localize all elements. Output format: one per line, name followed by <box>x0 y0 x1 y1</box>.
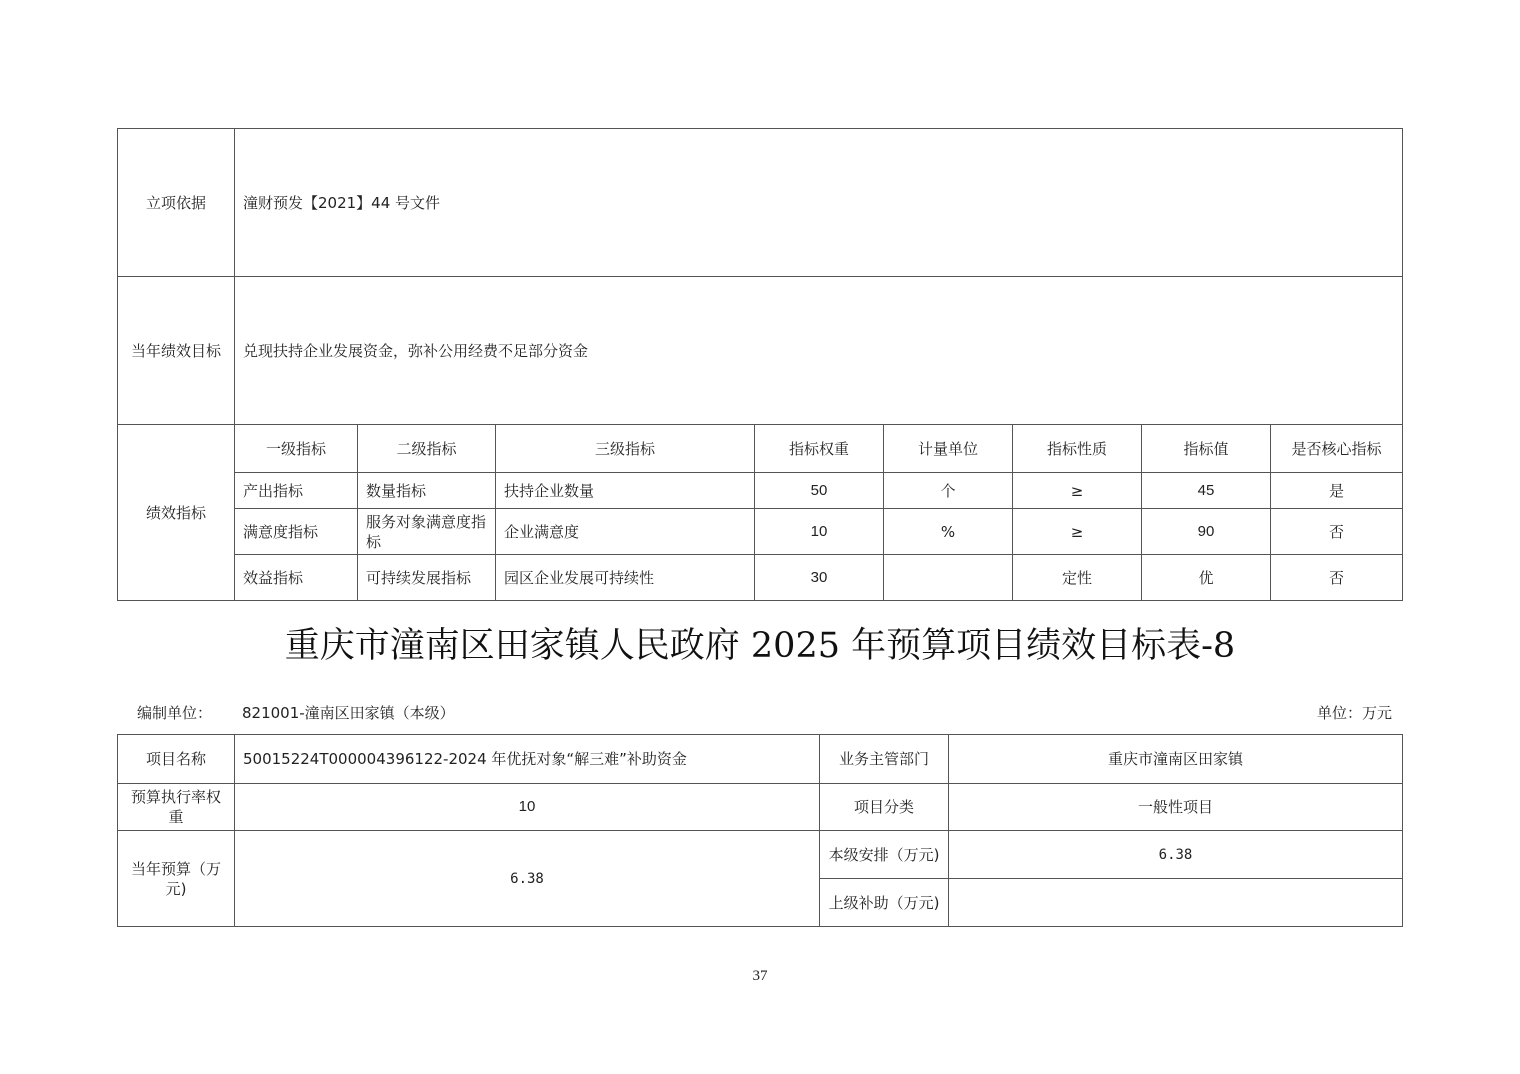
row-nature: ≥ <box>1013 473 1142 509</box>
local-value: 6.38 <box>949 831 1403 879</box>
header-level1: 一级指标 <box>235 425 358 473</box>
unit-label: 单位：万元 <box>1316 704 1392 722</box>
dept-label: 业务主管部门 <box>820 735 949 784</box>
table-row <box>118 509 1403 555</box>
budget-row <box>118 831 1403 879</box>
exec-rate-label: 预算执行率权重 <box>118 784 235 831</box>
row-level1: 产出指标 <box>235 473 358 509</box>
row-unit: 个 <box>884 473 1013 509</box>
indicator-header-row <box>118 425 1403 473</box>
header-level2: 二级指标 <box>358 425 496 473</box>
row-weight: 30 <box>755 555 884 601</box>
category-value: 一般性项目 <box>949 784 1403 831</box>
row-level2: 可持续发展指标 <box>358 555 496 601</box>
row-level2: 服务对象满意度指标 <box>358 509 496 555</box>
exec-rate-value: 10 <box>235 784 820 831</box>
project-name-label: 项目名称 <box>118 735 235 784</box>
header-unit: 计量单位 <box>884 425 1013 473</box>
goal-label: 当年绩效目标 <box>118 277 235 425</box>
row-nature: ≥ <box>1013 509 1142 555</box>
table-row <box>118 473 1403 509</box>
goal-row <box>118 277 1403 425</box>
subsidy-value <box>949 879 1403 927</box>
budget-value: 6.38 <box>235 831 820 927</box>
row-core: 否 <box>1271 509 1403 555</box>
row-weight: 10 <box>755 509 884 555</box>
basis-label: 立项依据 <box>118 129 235 277</box>
indicator-label: 绩效指标 <box>118 425 235 601</box>
row-nature: 定性 <box>1013 555 1142 601</box>
row-value: 优 <box>1142 555 1271 601</box>
header-level3: 三级指标 <box>496 425 755 473</box>
table-row <box>118 555 1403 601</box>
header-nature: 指标性质 <box>1013 425 1142 473</box>
project-name-row <box>118 735 1403 784</box>
basis-row <box>118 129 1403 277</box>
project-info-table <box>117 734 1403 927</box>
row-core: 否 <box>1271 555 1403 601</box>
header-core: 是否核心指标 <box>1271 425 1403 473</box>
row-unit: % <box>884 509 1013 555</box>
row-core: 是 <box>1271 473 1403 509</box>
local-label: 本级安排（万元) <box>820 831 949 879</box>
org-label: 编制单位： <box>137 704 213 722</box>
row-level1: 效益指标 <box>235 555 358 601</box>
row-level2: 数量指标 <box>358 473 496 509</box>
row-level1: 满意度指标 <box>235 509 358 555</box>
row-level3: 扶持企业数量 <box>496 473 755 509</box>
dept-value: 重庆市潼南区田家镇 <box>949 735 1403 784</box>
row-unit <box>884 555 1013 601</box>
budget-label: 当年预算（万元) <box>118 831 235 927</box>
project-name-value: 50015224T000004396122-2024 年优抚对象“解三难”补助资金 <box>235 735 820 784</box>
header-weight: 指标权重 <box>755 425 884 473</box>
subsidy-label: 上级补助（万元) <box>820 879 949 927</box>
page-number: 37 <box>752 968 768 984</box>
goal-value: 兑现扶持企业发展资金，弥补公用经费不足部分资金 <box>235 277 1403 425</box>
category-label: 项目分类 <box>820 784 949 831</box>
exec-rate-row <box>118 784 1403 831</box>
row-value: 45 <box>1142 473 1271 509</box>
basis-value: 潼财预发【2021】44 号文件 <box>235 129 1403 277</box>
indicator-table <box>117 128 1403 601</box>
row-weight: 50 <box>755 473 884 509</box>
page-title: 重庆市潼南区田家镇人民政府 2025 年预算项目绩效目标表-8 <box>284 626 1236 666</box>
header-value: 指标值 <box>1142 425 1271 473</box>
row-level3: 园区企业发展可持续性 <box>496 555 755 601</box>
row-value: 90 <box>1142 509 1271 555</box>
org-value: 821001-潼南区田家镇（本级） <box>242 704 455 722</box>
row-level3: 企业满意度 <box>496 509 755 555</box>
